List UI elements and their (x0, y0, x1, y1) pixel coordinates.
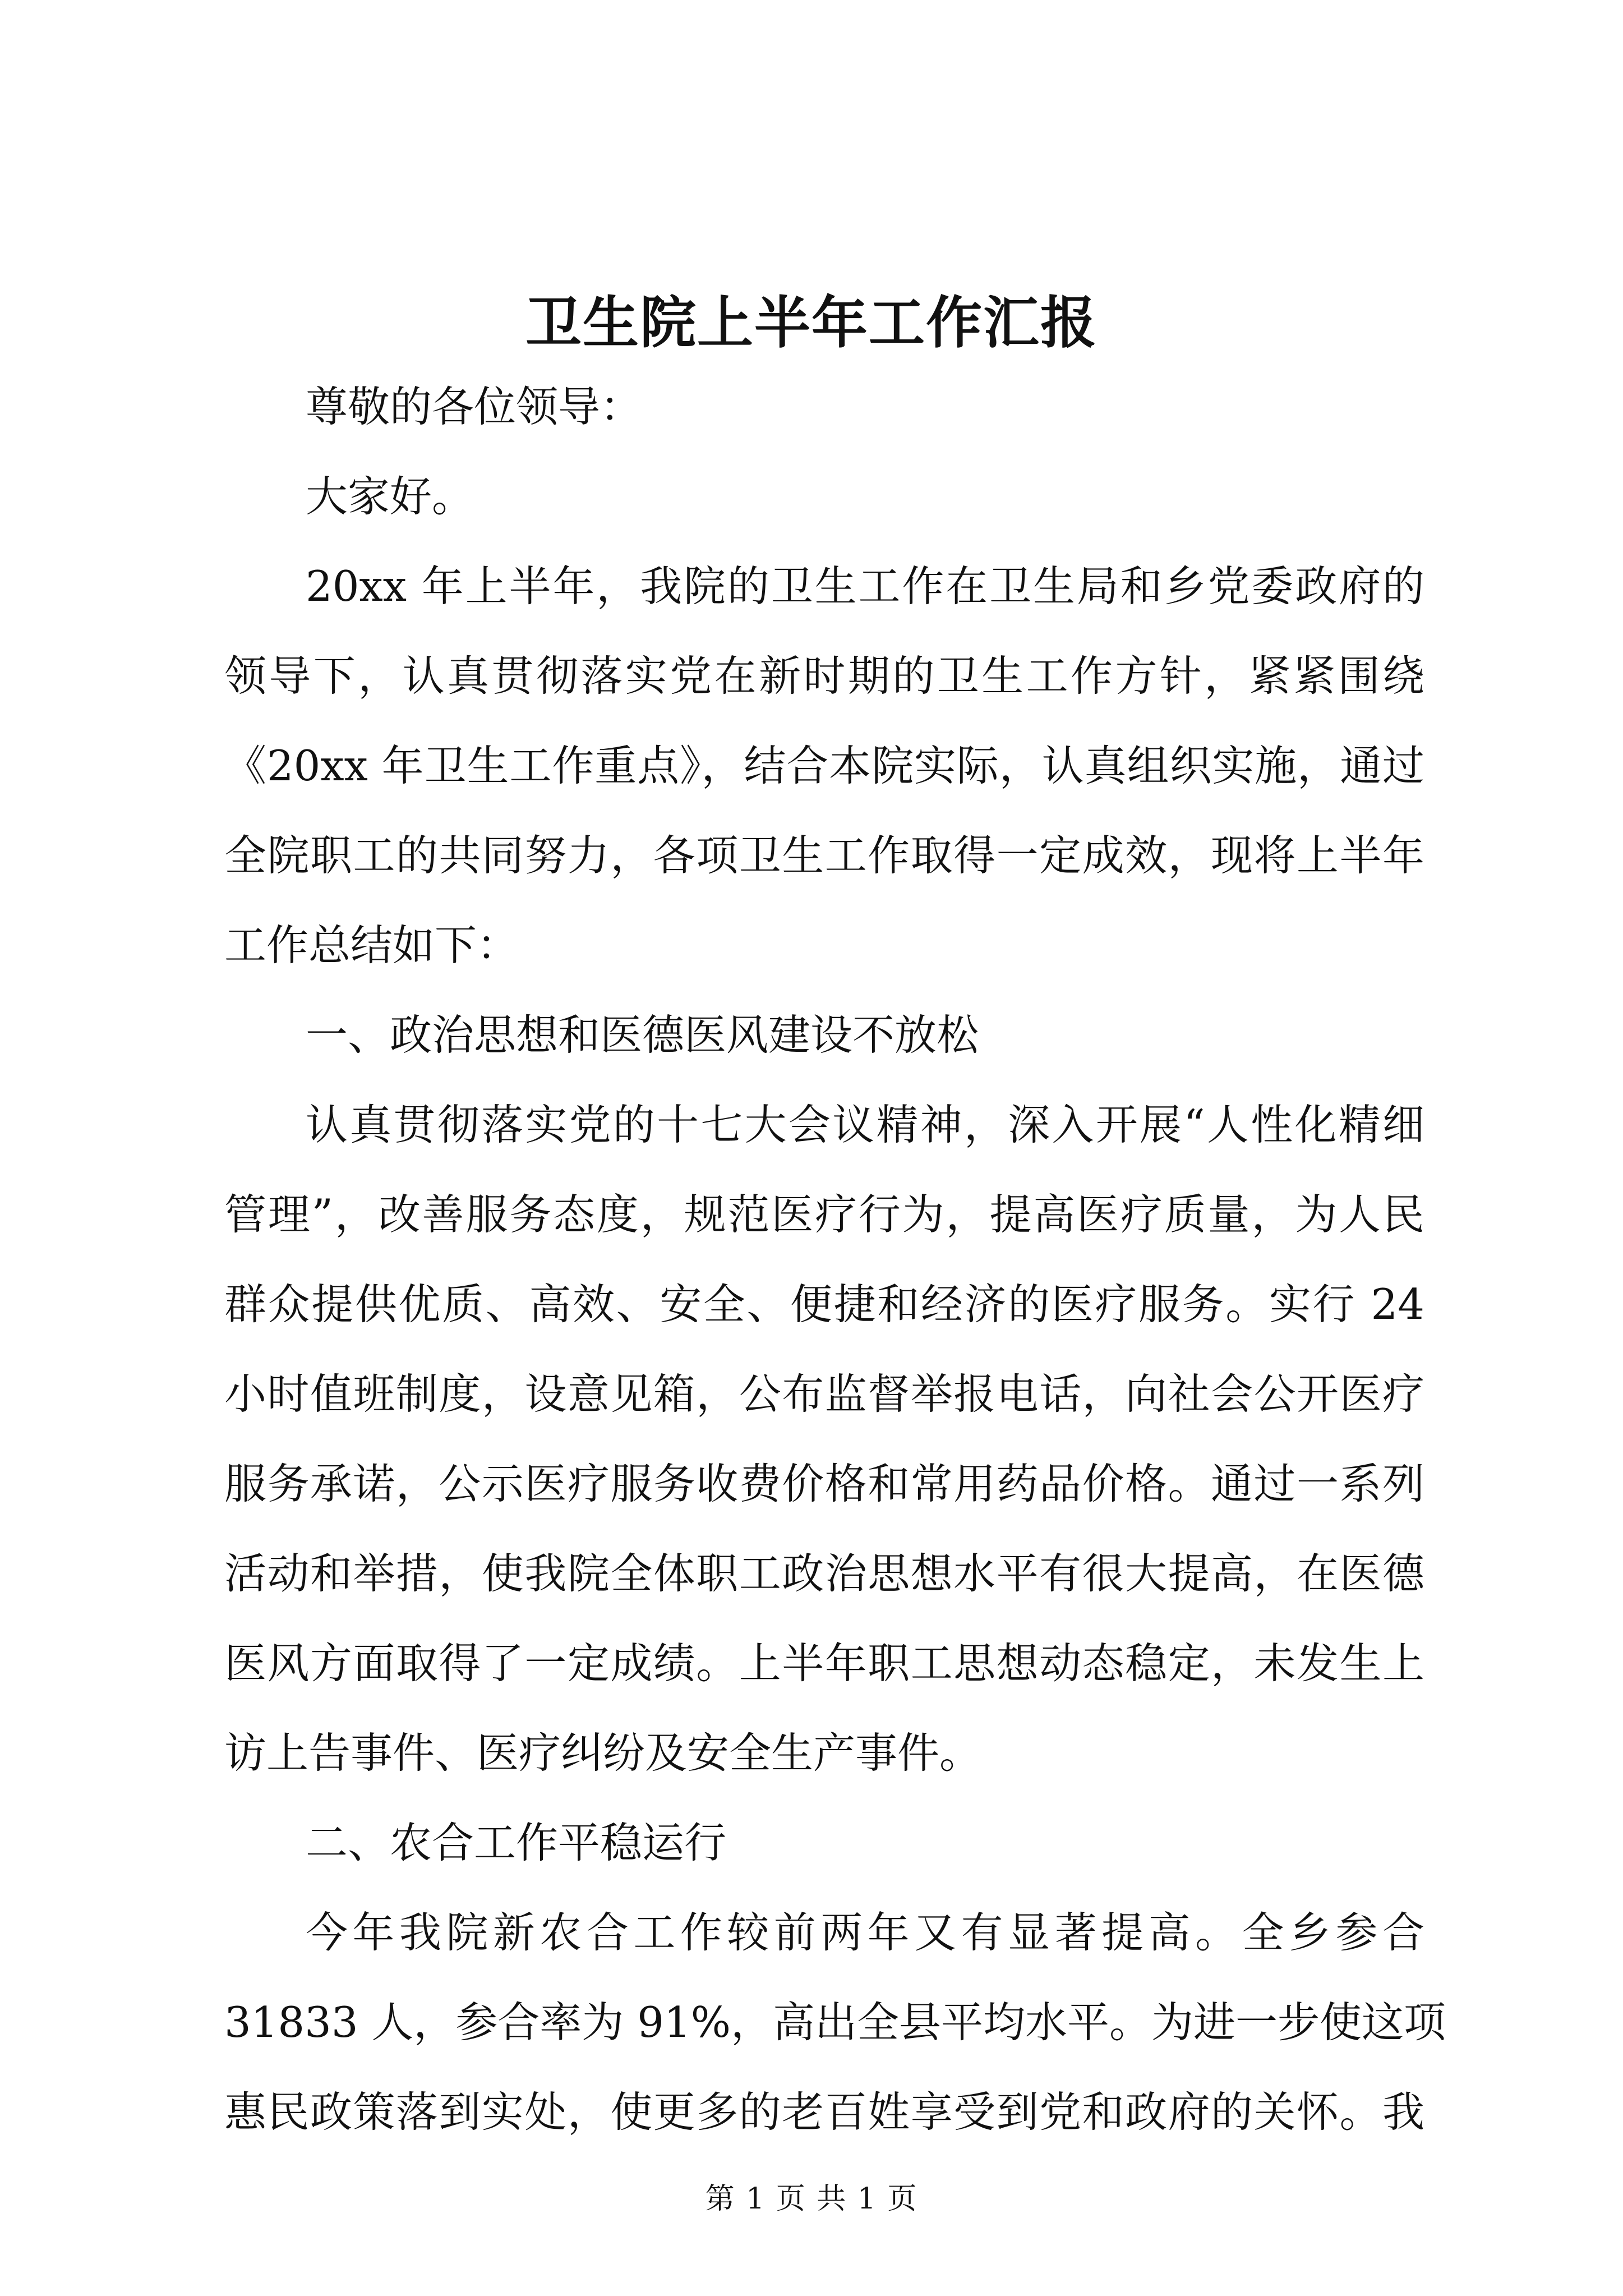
paragraph-line: 惠民政策落到实处，使更多的老百姓享受到党和政府的关怀。我 (224, 2087, 1424, 2137)
salutation-line: 尊敬的各位领导： (306, 382, 643, 431)
paragraph-line: 全院职工的共同努力，各项卫生工作取得一定成效，现将上半年 (224, 831, 1424, 880)
paragraph-line: 小时值班制度，设意见箱，公布监督举报电话，向社会公开医疗 (224, 1369, 1424, 1419)
document-title: 卫生院上半年工作汇报 (525, 289, 1098, 356)
paragraph-line: 20xx 年上半年，我院的卫生工作在卫生局和乡党委政府的 (306, 562, 1424, 611)
paragraph-line: 认真贯彻落实党的十七大会议精神，深入开展“人性化精细 (306, 1100, 1424, 1149)
paragraph-line: 领导下，认真贯彻落实党在新时期的卫生工作方针，紧紧围绕 (224, 651, 1424, 701)
paragraph-line: 管理”，改善服务态度，规范医疗行为，提高医疗质量，为人民 (224, 1190, 1424, 1239)
paragraph-line: 医风方面取得了一定成绩。上半年职工思想动态稳定，未发生上 (224, 1639, 1424, 1688)
paragraph-line: 活动和举措，使我院全体职工政治思想水平有很大提高，在医德 (224, 1549, 1424, 1598)
paragraph-line: 今年我院新农合工作较前两年又有显著提高。全乡参合 (306, 1908, 1424, 1957)
paragraph-line: 服务承诺，公示医疗服务收费价格和常用药品价格。通过一系列 (224, 1459, 1424, 1508)
paragraph-line: 工作总结如下： (224, 921, 519, 970)
section-heading-1: 一、政治思想和医德医风建设不放松 (306, 1010, 979, 1060)
paragraph-line: 31833 人，参合率为 91%，高出全县平均水平。为进一步使这项 (224, 1998, 1446, 2047)
paragraph-line: 《20xx 年卫生工作重点》，结合本院实际，认真组织实施，通过 (224, 741, 1424, 790)
paragraph-line: 访上告事件、医疗纠纷及安全生产事件。 (224, 1728, 982, 1778)
section-heading-2: 二、农合工作平稳运行 (306, 1818, 727, 1867)
paragraph-line: 群众提供优质、高效、安全、便捷和经济的医疗服务。实行 24 (224, 1280, 1424, 1329)
greeting-line: 大家好。 (306, 472, 474, 521)
page-footer: 第 1 页 共 1 页 (705, 2182, 918, 2216)
